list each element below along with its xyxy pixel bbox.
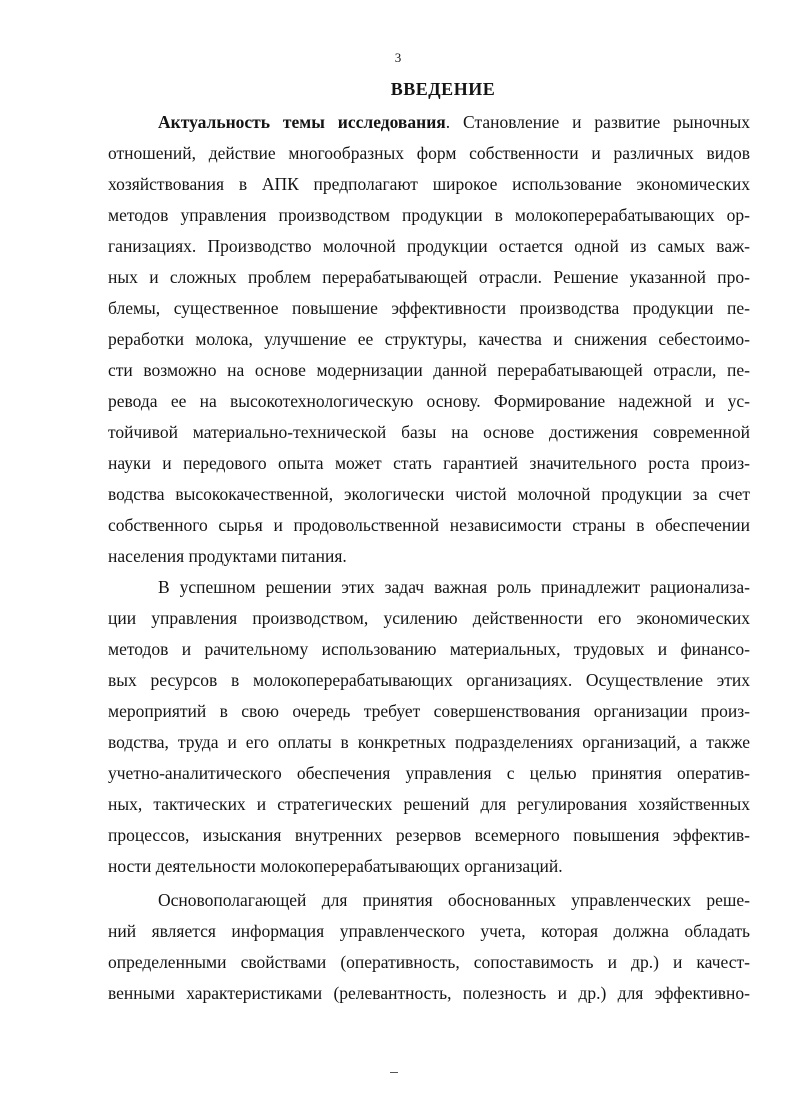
section-title: ВВЕДЕНИЕ bbox=[390, 79, 496, 99]
paragraph-2-line-8: ных, тактических и стратегических решений для регулирования хозяйственных bbox=[108, 794, 750, 814]
paragraph-1-line-15: населения продуктами питания. bbox=[108, 546, 347, 566]
paragraph-1-line-4: методов управления производством продукции в молокоперерабатывающих ор- bbox=[108, 205, 750, 225]
footer-mark bbox=[390, 1072, 398, 1073]
paragraph-1-line-10: ревода ее на высокотехнологическую основу. Формирование надежной и ус- bbox=[108, 391, 750, 411]
paragraph-1-line-7: блемы, существенное повышение эффективности производства продукции пе- bbox=[108, 298, 750, 318]
paragraph-1-line-12: науки и передового опыта может стать гарантией значительного роста произ- bbox=[108, 453, 750, 473]
paragraph-1-line-14: собственного сырья и продовольственной независимости страны в обеспечении bbox=[108, 515, 750, 535]
page-number: 3 bbox=[394, 50, 402, 65]
paragraph-1-line-8: реработки молока, улучшение ее структуры, качества и снижения себестоимо- bbox=[108, 329, 750, 349]
paragraph-3-line-4: венными характеристиками (релевантность, полезность и др.) для эффективно- bbox=[108, 983, 750, 1003]
paragraph-1-line-11: тойчивой материально-технической базы на основе достижения современной bbox=[108, 422, 750, 442]
paragraph-1-lead: Актуальность темы исследования bbox=[158, 112, 446, 132]
paragraph-3-line-3: определенными свойствами (оперативность, сопоставимость и др.) и качест- bbox=[108, 952, 750, 972]
paragraph-2-line-9: процессов, изыскания внутренних резервов всемерного повышения эффектив- bbox=[108, 825, 750, 845]
paragraph-3-line-2: ний является информация управленческого учета, которая должна обладать bbox=[108, 921, 750, 941]
paragraph-1-line-5: ганизациях. Производство молочной продукции остается одной из самых важ- bbox=[108, 236, 750, 256]
paragraph-1-line-1 bbox=[108, 107, 750, 138]
paragraph-2-line-6: водства, труда и его оплаты в конкретных подразделениях организаций, а также bbox=[108, 732, 750, 752]
paragraph-3-line-1: Основополагающей для принятия обоснованных управленческих реше- bbox=[158, 890, 750, 910]
paragraph-2-line-7: учетно-аналитического обеспечения управления с целью принятия оператив- bbox=[108, 763, 750, 783]
paragraph-1-line-9: сти возможно на основе модернизации данной перерабатывающей отрасли, пе- bbox=[108, 360, 750, 380]
paragraph-2-line-5: мероприятий в свою очередь требует совершенствования организации произ- bbox=[108, 701, 750, 721]
paragraph-2-line-3: методов и рачительному использованию материальных, трудовых и финансо- bbox=[108, 639, 750, 659]
paragraph-1-line-1-text: . Становление и развитие рыночных bbox=[445, 112, 751, 132]
paragraph-1-line-2: отношений, действие многообразных форм собственности и различных видов bbox=[108, 143, 750, 163]
paragraph-1-line-3: хозяйствования в АПК предполагают широкое использование экономических bbox=[108, 174, 750, 194]
paragraph-2-line-4: вых ресурсов в молокоперерабатывающих организациях. Осуществление этих bbox=[108, 670, 750, 690]
paragraph-2-line-10: ности деятельности молокоперерабатывающих организаций. bbox=[108, 856, 563, 876]
paragraph-1-line-6: ных и сложных проблем перерабатывающей отрасли. Решение указанной про- bbox=[108, 267, 750, 287]
paragraph-2-line-1: В успешном решении этих задач важная роль принадлежит рационализа- bbox=[158, 577, 750, 597]
body-text bbox=[108, 107, 750, 1009]
paragraph-1-line-13: водства высококачественной, экологически чистой молочной продукции за счет bbox=[108, 484, 750, 504]
paragraph-2-line-2: ции управления производством, усилению действенности его экономических bbox=[108, 608, 750, 628]
